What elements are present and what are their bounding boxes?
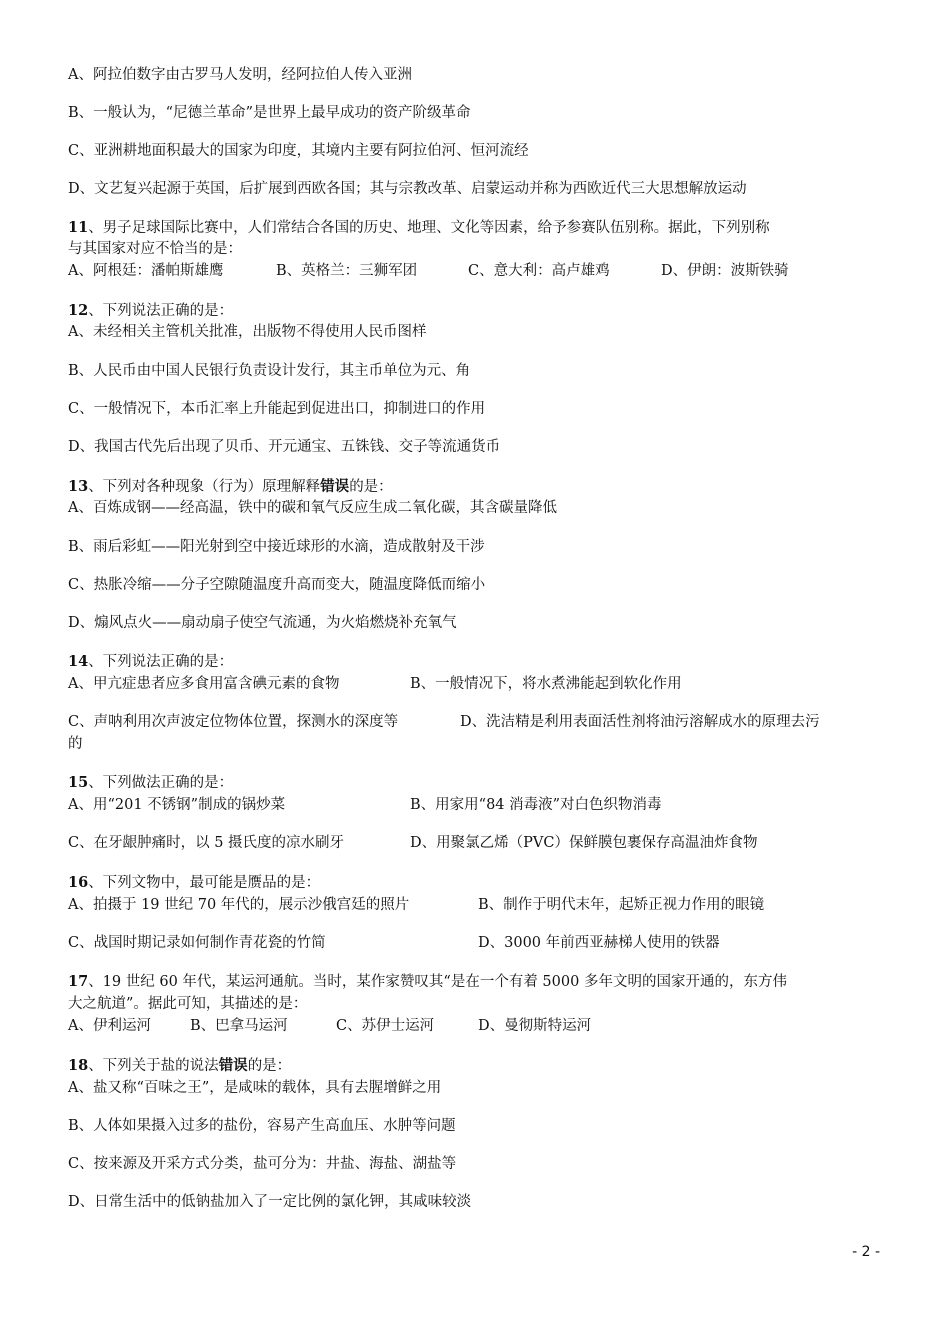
q13-stem-text: 、下列对各种现象（行为）原理解释 bbox=[88, 479, 321, 495]
q14-options-cd bbox=[68, 713, 820, 731]
q18-option-b: B、人体如果摄入过多的盐份，容易产生高血压、水肿等问题 bbox=[68, 1118, 456, 1134]
q17-stem bbox=[68, 973, 787, 991]
q13-stem-emphasis: 错误 bbox=[320, 478, 350, 495]
q16-option-c: C、战国时期记录如何制作青花瓷的竹简 bbox=[68, 935, 326, 951]
q14-stem-text: 、下列说法正确的是： bbox=[88, 654, 234, 670]
q14-option-b: B、一般情况下，将水煮沸能起到软化作用 bbox=[410, 676, 682, 692]
q16-option-b: B、制作于明代末年，起矫正视力作用的眼镜 bbox=[478, 897, 765, 913]
q11-option-a: A、阿根廷：潘帕斯雄鹰 bbox=[68, 263, 224, 279]
page-number: - 2 - bbox=[852, 1244, 880, 1260]
q16-stem bbox=[68, 874, 320, 892]
q18-stem-end: 的是： bbox=[247, 1058, 292, 1074]
q15-number: 15 bbox=[68, 774, 89, 791]
q18-option-a: A、盐又称“百味之王”，是咸味的载体，具有去腥增鲜之用 bbox=[68, 1080, 442, 1096]
q13-stem-end: 的是： bbox=[349, 479, 393, 495]
q18-stem bbox=[68, 1057, 291, 1075]
q13-number: 13 bbox=[68, 478, 89, 495]
q11-number: 11 bbox=[68, 219, 89, 236]
q14-number: 14 bbox=[68, 653, 89, 670]
q16-options-cd bbox=[68, 934, 720, 952]
q18-option-d: D、日常生活中的低钠盐加入了一定比例的氯化钾，其咸味较淡 bbox=[68, 1194, 472, 1210]
q12-option-d: D、我国古代先后出现了贝币、开元通宝、五铢钱、交子等流通货币 bbox=[68, 439, 501, 455]
q11-options bbox=[68, 262, 789, 280]
q14-option-d: D、洗洁精是利用表面活性剂将油污溶解成水的原理去污 bbox=[460, 714, 820, 730]
q11-option-d: D、伊朗：波斯铁骑 bbox=[661, 263, 789, 279]
q15-stem bbox=[68, 774, 233, 792]
q18-number: 18 bbox=[68, 1057, 89, 1074]
q10-option-c: C、亚洲耕地面积最大的国家为印度，其境内主要有阿拉伯河、恒河流经 bbox=[68, 143, 529, 159]
q15-option-c: C、在牙龈肿痛时，以 5 摄氏度的凉水刷牙 bbox=[68, 835, 345, 851]
q15-options-ab bbox=[68, 796, 662, 814]
q17-number: 17 bbox=[68, 973, 89, 990]
q15-stem-text: 、下列做法正确的是： bbox=[88, 775, 234, 791]
q11-stem-text: 、男子足球国际比赛中，人们常结合各国的历史、地理、文化等因素，给予参赛队伍别称。据此，下列别称 bbox=[88, 220, 770, 236]
q15-options-cd bbox=[68, 834, 758, 852]
q13-option-b: B、雨后彩虹——阳光射到空中接近球形的水滴，造成散射及干涉 bbox=[68, 539, 485, 555]
q17-option-a: A、伊利运河 bbox=[68, 1018, 151, 1034]
q10-option-d: D、文艺复兴起源于英国，后扩展到西欧各国；其与宗教改革、启蒙运动并称为西欧近代三大思想解放运动 bbox=[68, 181, 747, 197]
q11-stem-cont: 与其国家对应不恰当的是： bbox=[68, 241, 242, 257]
q12-option-c: C、一般情况下，本币汇率上升能起到促进出口，抑制进口的作用 bbox=[68, 401, 486, 417]
q14-options-ab bbox=[68, 675, 682, 693]
q18-stem-text: 、下列关于盐的说法 bbox=[88, 1058, 219, 1074]
q18-option-c: C、按来源及开采方式分类，盐可分为：井盐、海盐、湖盐等 bbox=[68, 1156, 457, 1172]
q16-number: 16 bbox=[68, 874, 89, 891]
q12-number: 12 bbox=[68, 302, 89, 319]
q12-option-a: A、未经相关主管机关批准，出版物不得使用人民币图样 bbox=[68, 324, 427, 340]
q17-option-b: B、巴拿马运河 bbox=[190, 1018, 288, 1034]
q16-option-a: A、拍摄于 19 世纪 70 年代的，展示沙俄宫廷的照片 bbox=[68, 897, 410, 913]
q13-option-d: D、煽风点火——扇动扇子使空气流通，为火焰燃烧补充氧气 bbox=[68, 615, 457, 631]
q17-options bbox=[68, 1017, 592, 1035]
q18-stem-emphasis: 错误 bbox=[218, 1057, 248, 1074]
q15-option-b: B、用家用“84 消毒液”对白色织物消毒 bbox=[410, 797, 662, 813]
q17-stem-cont: 大之航道”。据此可知，其描述的是： bbox=[68, 996, 308, 1012]
q10-option-b: B、一般认为，“尼德兰革命”是世界上最早成功的资产阶级革命 bbox=[68, 105, 471, 121]
q16-options-ab bbox=[68, 896, 765, 914]
q13-option-a: A、百炼成钢——经高温，铁中的碳和氧气反应生成二氧化碳，其含碳量降低 bbox=[68, 500, 557, 516]
q17-option-d: D、曼彻斯特运河 bbox=[478, 1018, 592, 1034]
q11-option-c: C、意大利：高卢雄鸡 bbox=[468, 263, 610, 279]
q10-option-a: A、阿拉伯数字由古罗马人发明，经阿拉伯人传入亚洲 bbox=[68, 67, 412, 83]
q14-option-d-cont: 的 bbox=[68, 736, 83, 752]
q11-stem bbox=[68, 219, 770, 237]
q14-option-c: C、声呐利用次声波定位物体位置，探测水的深度等 bbox=[68, 714, 399, 730]
q16-stem-text: 、下列文物中，最可能是赝品的是： bbox=[88, 875, 321, 891]
q12-option-b: B、人民币由中国人民银行负责设计发行，其主币单位为元、角 bbox=[68, 363, 471, 379]
q15-option-d: D、用聚氯乙烯（PVC）保鲜膜包裹保存高温油炸食物 bbox=[410, 835, 758, 851]
q15-option-a: A、用“201 不锈钢”制成的锅炒菜 bbox=[68, 797, 286, 813]
q11-option-b: B、英格兰：三狮军团 bbox=[276, 263, 418, 279]
q17-option-c: C、苏伊士运河 bbox=[336, 1018, 435, 1034]
q16-option-d: D、3000 年前西亚赫梯人使用的铁器 bbox=[478, 935, 720, 951]
q14-option-a: A、甲亢症患者应多食用富含碘元素的食物 bbox=[68, 676, 340, 692]
q13-stem bbox=[68, 478, 393, 496]
q17-stem-text: 、19 世纪 60 年代，某运河通航。当时，某作家赞叹其“是在一个有着 5000 多年文明的国家开通的，东方伟 bbox=[88, 974, 787, 990]
q12-stem-text: 、下列说法正确的是： bbox=[88, 303, 234, 319]
q13-option-c: C、热胀冷缩——分子空隙随温度升高而变大，随温度降低而缩小 bbox=[68, 577, 486, 593]
q14-stem bbox=[68, 653, 233, 671]
q12-stem bbox=[68, 302, 233, 320]
